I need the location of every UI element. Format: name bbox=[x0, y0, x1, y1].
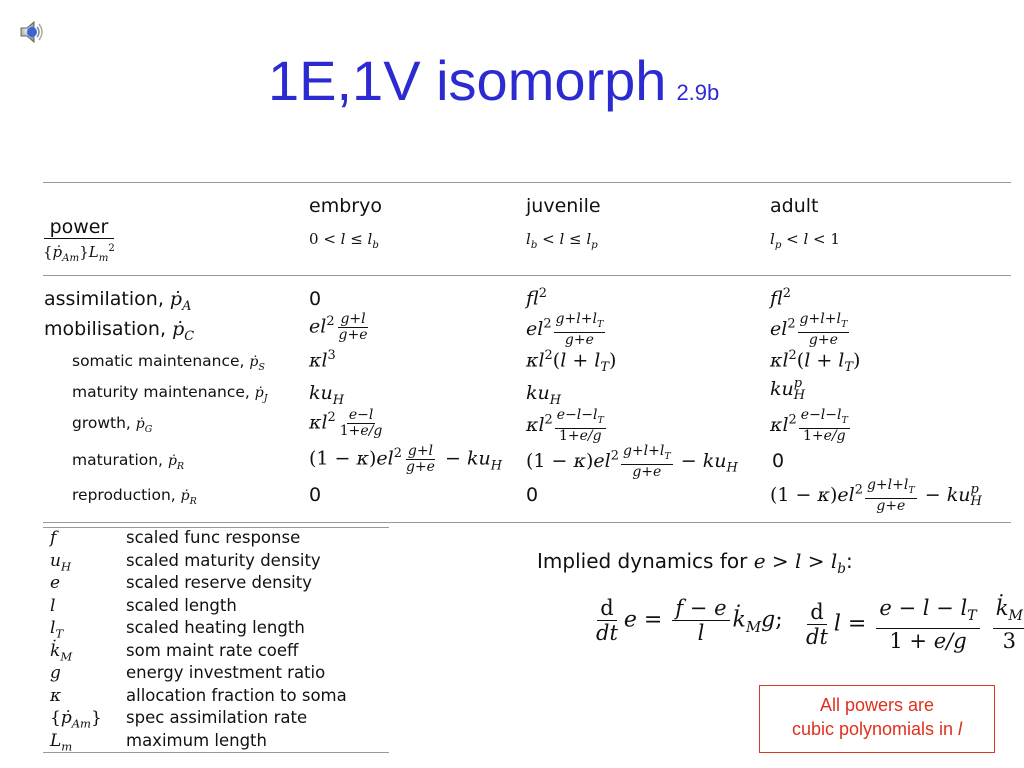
row-label-somatic-maintenance: somatic maintenance, ṗ$_S$ bbox=[72, 352, 265, 373]
legend-bottom-rule bbox=[43, 752, 389, 753]
cell-maturity-embryo: $ku_H$ bbox=[309, 382, 345, 408]
cell-somatic-juvenile: $\kappa l^2(l + l_T)$ bbox=[526, 348, 617, 376]
cell-growth-juvenile: $\kappa l^2$ $\frac{e-l-l_T}{1+e/g}$ bbox=[526, 407, 604, 444]
col-header-juvenile: juvenile bbox=[526, 195, 601, 217]
dynamics-equation-l: $\frac{d}{dt}$ l = $\frac{e - l - l_T}{1 + e/g}$ $\frac{k̇_M}{3}$ bbox=[800, 596, 1024, 653]
speaker-icon[interactable] bbox=[17, 17, 47, 47]
cell-mobilisation-juvenile: $el^2$ $\frac{g+l+l_T}{g+e}$ bbox=[526, 311, 604, 348]
note-line2: cubic polynomials in l bbox=[791, 719, 963, 739]
row-label-mobilisation: mobilisation, ṗ$_C$ bbox=[44, 318, 195, 344]
title-version: 2.9b bbox=[676, 80, 720, 105]
cell-assimilation-adult: $fl^2$ bbox=[770, 286, 791, 310]
row-label-assimilation: assimilation, ṗ$_A$ bbox=[44, 288, 192, 314]
cell-maturity-adult: ku p H bbox=[770, 376, 806, 403]
cell-maturation-embryo: $(1 - \kappa)el^2$ $\frac{g+l}{g+e}$ − $ku_H$ bbox=[309, 443, 502, 475]
page-title bbox=[268, 48, 719, 113]
cell-mobilisation-embryo: $el^2$ $\frac{g+l}{g+e}$ bbox=[309, 311, 368, 343]
row-label-growth: growth, ṗ$_G$ bbox=[72, 414, 153, 435]
cell-reproduction-embryo: 0 bbox=[309, 484, 322, 506]
power-denominator: $\{ṗ_{Am}\}L_m^2$ bbox=[43, 243, 115, 264]
cell-assimilation-juvenile: $fl^2$ bbox=[526, 286, 547, 310]
table-top-rule bbox=[43, 182, 1011, 183]
cell-growth-adult: $\kappa l^2$ $\frac{e-l-l_T}{1+e/g}$ bbox=[770, 407, 848, 444]
range-embryo: $0 < l \le l_b$ bbox=[309, 230, 379, 251]
power-unit-header bbox=[43, 216, 115, 269]
note-line1: All powers are bbox=[819, 695, 935, 715]
cell-somatic-embryo: $\kappa l^3$ bbox=[309, 348, 336, 372]
cell-maturation-juvenile: $(1 - \kappa)el^2$ $\frac{g+l+l_T}{g+e}$ − $ku_H$ bbox=[526, 443, 738, 480]
row-label-maturity-maintenance: maturity maintenance, ṗ$_J$ bbox=[72, 383, 268, 404]
range-juvenile: $l_b < l \le l_p$ bbox=[526, 230, 598, 251]
cell-reproduction-juvenile: 0 bbox=[526, 484, 539, 506]
cell-assimilation-embryo: 0 bbox=[309, 288, 322, 310]
dynamics-heading: Implied dynamics for $e > l > l_b$: bbox=[537, 549, 853, 577]
cell-maturation-adult: 0 bbox=[772, 450, 785, 472]
power-label: power bbox=[44, 216, 115, 239]
table-header-rule bbox=[43, 275, 1011, 276]
col-header-embryo: embryo bbox=[309, 195, 382, 217]
range-adult: $l_p < l < 1$ bbox=[770, 230, 840, 251]
cell-growth-embryo: $\kappa l^2$ $\frac{e-l}{1+e/g}$ bbox=[309, 407, 383, 439]
table-bottom-rule bbox=[43, 522, 1011, 523]
cell-mobilisation-adult: $el^2$ $\frac{g+l+l_T}{g+e}$ bbox=[770, 311, 848, 348]
dynamics-equation-e: $\frac{d}{dt}$ e = $\frac{f - e}{l}$ $k̇_Mg$; bbox=[596, 596, 783, 645]
cell-maturity-juvenile: $ku_H$ bbox=[526, 382, 562, 408]
row-label-maturation: maturation, ṗ$_R$ bbox=[72, 451, 185, 472]
cell-somatic-adult: $\kappa l^2(l + l_T)$ bbox=[770, 348, 861, 376]
col-header-adult: adult bbox=[770, 195, 819, 217]
title-text: 1E,1V isomorph bbox=[268, 49, 667, 112]
cell-reproduction-adult: $(1 - \kappa)el^2$ $\frac{g+l+l_T}{g+e}$ − ku p H bbox=[770, 477, 982, 514]
note-box bbox=[759, 685, 995, 753]
row-label-reproduction: reproduction, ṗ$_R$ bbox=[72, 486, 197, 507]
